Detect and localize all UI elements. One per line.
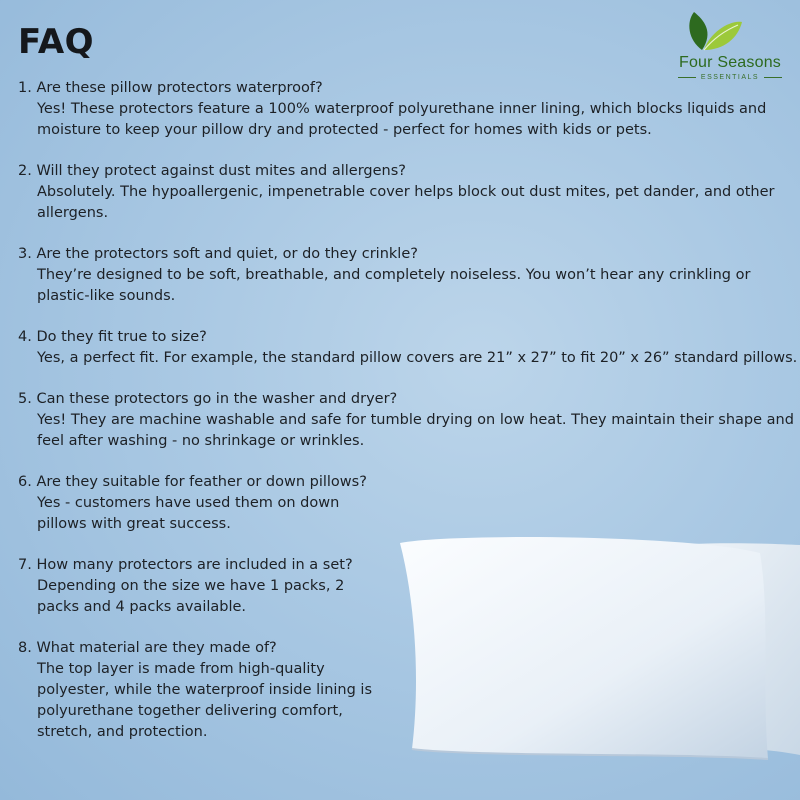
faq-question: 6. Are they suitable for feather or down pillows? bbox=[18, 474, 367, 490]
faq-question: 5. Can these protectors go in the washer and dryer? bbox=[18, 391, 398, 407]
leaf-logo-icon bbox=[680, 10, 780, 54]
faq-item bbox=[18, 472, 798, 535]
faq-item bbox=[18, 78, 798, 141]
page-title: FAQ bbox=[18, 22, 95, 62]
faq-item bbox=[18, 244, 798, 307]
faq-answer: Absolutely. The hypoallergenic, impenetrable cover helps block out dust mites, pet dander, and other allergens. bbox=[37, 184, 775, 221]
faq-question: 1. Are these pillow protectors waterproof? bbox=[18, 80, 323, 96]
faq-answer: Yes! They are machine washable and safe for tumble drying on low heat. They maintain their shape and feel after washing - no shrinkage or wrinkles. bbox=[37, 412, 794, 449]
front-pillow bbox=[400, 537, 768, 759]
logo-name: Four Seasons bbox=[678, 54, 781, 71]
faq-question: 2. Will they protect against dust mites and allergens? bbox=[18, 163, 406, 179]
faq-question: 7. How many protectors are included in a set? bbox=[18, 557, 353, 573]
pillows-image bbox=[390, 535, 800, 765]
faq-answer: Yes, a perfect fit. For example, the standard pillow covers are 21” x 27” to fit 20” x 26” standard pillows. bbox=[37, 350, 798, 366]
faq-question: 3. Are the protectors soft and quiet, or do they crinkle? bbox=[18, 246, 418, 262]
faq-question: 4. Do they fit true to size? bbox=[18, 329, 207, 345]
logo-subtitle: ESSENTIALS bbox=[666, 74, 794, 81]
faq-item bbox=[18, 389, 798, 452]
faq-answer: Yes! These protectors feature a 100% waterproof polyurethane inner lining, which blocks liquids and moisture to keep your pillow dry and protected - perfect for homes with kids or pets. bbox=[37, 101, 767, 138]
faq-answer: Depending on the size we have 1 packs, 2 packs and 4 packs available. bbox=[37, 578, 345, 615]
faq-question: 8. What material are they made of? bbox=[18, 640, 277, 656]
faq-answer: Yes - customers have used them on down pillows with great success. bbox=[37, 495, 340, 532]
brand-logo bbox=[666, 10, 794, 82]
faq-item bbox=[18, 327, 798, 369]
faq-answer: They’re designed to be soft, breathable, and completely noiseless. You won’t hear any crinkling or plastic-like sounds. bbox=[37, 267, 751, 304]
faq-answer: The top layer is made from high-quality polyester, while the waterproof inside lining is polyurethane together delivering comfort, stretch, and protection. bbox=[37, 661, 373, 740]
faq-item bbox=[18, 161, 798, 224]
